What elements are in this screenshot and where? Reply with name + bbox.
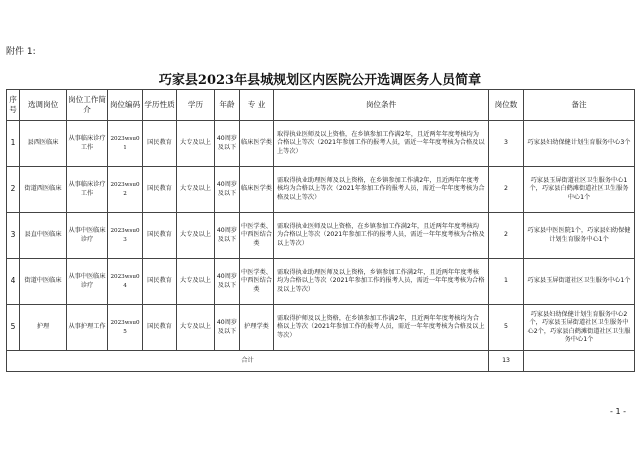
total-row	[7, 351, 635, 372]
cell-count: 2	[489, 213, 524, 259]
cell-education: 大专及以上	[177, 305, 215, 351]
cell-count: 5	[489, 305, 524, 351]
cell-conditions: 需取得执业助理医师及以上资格，在乡镇参加工作满2年，且近两年年度考核均为合格以上等次（2021年参加工作的报考人员，需近一年年度考核为合格及以上等次）	[274, 167, 489, 213]
cell-major: 中医学类、中西医结合类	[240, 259, 274, 305]
cell-age: 40周岁及以下	[215, 305, 240, 351]
header-cell: 岗位编码	[108, 90, 143, 121]
cell-major: 临床医学类	[240, 167, 274, 213]
total-label: 合计	[7, 351, 489, 372]
cell-education: 大专及以上	[177, 121, 215, 167]
header-cell: 选调岗位	[20, 90, 67, 121]
header-cell: 序号	[7, 90, 20, 121]
cell-post: 街道西医临床	[20, 167, 67, 213]
cell-conditions: 需取得护师及以上资格，在乡镇参加工作满2年，且近两年年度考核均为合格以上等次（2021年参加工作的报考人员，需近一年年度考核为合格及以上等次）	[274, 305, 489, 351]
cell-no: 2	[7, 167, 20, 213]
cell-intro: 从事护理工作	[67, 305, 108, 351]
cell-age: 40周岁及以下	[215, 213, 240, 259]
cell-post: 街道中医临床	[20, 259, 67, 305]
cell-nature: 国民教育	[143, 305, 177, 351]
cell-code: 2023wsu05	[108, 305, 143, 351]
table-row	[7, 305, 635, 351]
cell-code: 2023wsu03	[108, 213, 143, 259]
header-cell: 岗位数	[489, 90, 524, 121]
total-value: 13	[489, 351, 524, 372]
cell-no: 1	[7, 121, 20, 167]
cell-education: 大专及以上	[177, 167, 215, 213]
table-row	[7, 121, 635, 167]
header-cell: 学历性质	[143, 90, 177, 121]
total-note-empty	[524, 351, 635, 372]
cell-age: 40周岁及以下	[215, 121, 240, 167]
cell-conditions: 取得执业医师及以上资格，在乡镇参加工作满2年，且近两年年度考核均为合格以上等次（2021年参加工作的报考人员，需近一年年度考核为合格及以上等次）	[274, 121, 489, 167]
cell-no: 4	[7, 259, 20, 305]
table-row	[7, 259, 635, 305]
cell-conditions: 需取得执业医师及以上资格，在乡镇参加工作满2年，且近两年年度考核均为合格以上等次（2021年参加工作的报考人员，需近一年年度考核为合格及以上等次）	[274, 213, 489, 259]
document-title: 巧家县2023年县城规划区内医院公开选调医务人员简章	[158, 73, 482, 88]
header-cell: 学历	[177, 90, 215, 121]
cell-note: 巧家县中医医院1个，巧家县妇幼保健计划生育服务中心1个	[524, 213, 635, 259]
cell-age: 40周岁及以下	[215, 167, 240, 213]
cell-no: 3	[7, 213, 20, 259]
header-cell: 岗位条件	[274, 90, 489, 121]
cell-major: 临床医学类	[240, 121, 274, 167]
recruitment-table	[6, 89, 635, 372]
cell-major: 护理学类	[240, 305, 274, 351]
header-cell: 备注	[524, 90, 635, 121]
cell-note: 巧家县妇幼保健计划生育服务中心3个	[524, 121, 635, 167]
cell-education: 大专及以上	[177, 259, 215, 305]
cell-count: 3	[489, 121, 524, 167]
page-number: - 1 -	[610, 407, 626, 416]
cell-intro: 从事中医临床诊疗	[67, 213, 108, 259]
cell-note: 巧家县妇幼保健计划生育服务中心2个，巧家县玉屏街道社区卫生服务中心2个，巧家县白鹤滩街道社区卫生服务中心1个	[524, 305, 635, 351]
cell-count: 2	[489, 167, 524, 213]
cell-post: 护理	[20, 305, 67, 351]
cell-major: 中医学类、中西医结合类	[240, 213, 274, 259]
cell-note: 巧家县玉屏街道社区卫生服务中心1个，巧家县白鹤滩街道社区卫生服务中心1个	[524, 167, 635, 213]
header-cell: 专 业	[240, 90, 274, 121]
cell-note: 巧家县玉屏街道社区卫生服务中心1个	[524, 259, 635, 305]
table-row	[7, 213, 635, 259]
header-cell: 年龄	[215, 90, 240, 121]
table-header-row	[7, 90, 635, 121]
cell-no: 5	[7, 305, 20, 351]
cell-age: 40周岁及以下	[215, 259, 240, 305]
cell-post: 县西医临床	[20, 121, 67, 167]
cell-post: 县直中医临床	[20, 213, 67, 259]
cell-count: 1	[489, 259, 524, 305]
cell-code: 2023wsu04	[108, 259, 143, 305]
cell-intro: 从事中医临床诊疗	[67, 259, 108, 305]
cell-nature: 国民教育	[143, 121, 177, 167]
cell-education: 大专及以上	[177, 213, 215, 259]
cell-nature: 国民教育	[143, 167, 177, 213]
table-row	[7, 167, 635, 213]
cell-intro: 从事临床诊疗工作	[67, 121, 108, 167]
cell-conditions: 需取得执业助理医师及以上资格，乡镇参加工作满2年，且近两年年度考核均为合格以上等次（2021年参加工作的报考人员，需近一年年度考核为合格及以上等次）	[274, 259, 489, 305]
cell-code: 2023wsu02	[108, 167, 143, 213]
cell-code: 2023wsu01	[108, 121, 143, 167]
cell-intro: 从事临床诊疗工作	[67, 167, 108, 213]
header-cell: 岗位工作简介	[67, 90, 108, 121]
cell-nature: 国民教育	[143, 213, 177, 259]
attachment-label: 附件 1:	[6, 47, 36, 57]
cell-nature: 国民教育	[143, 259, 177, 305]
